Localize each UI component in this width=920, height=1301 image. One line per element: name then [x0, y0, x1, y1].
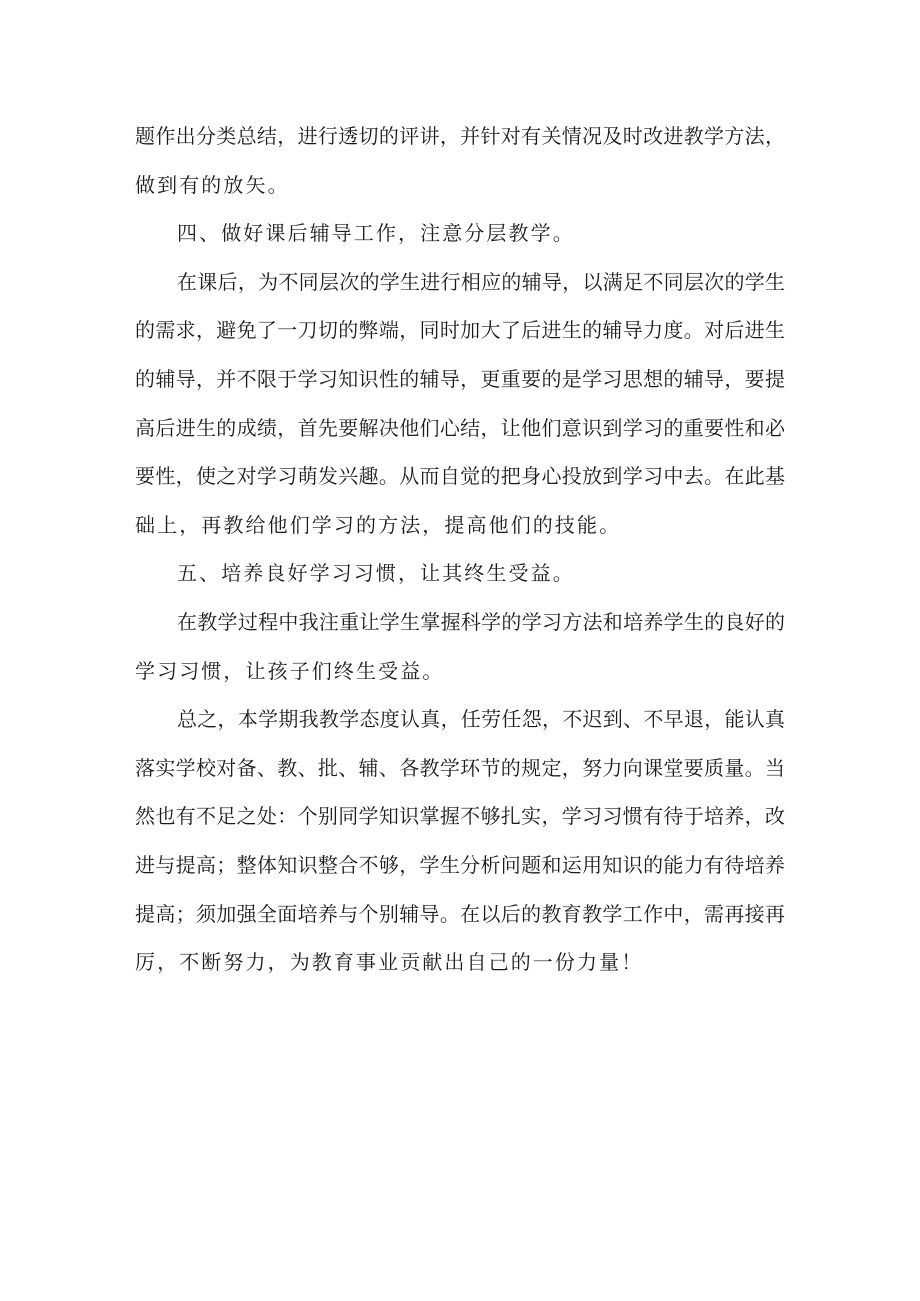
section-heading-5: 五、培养良好学习习惯，让其终生受益。: [177, 561, 575, 586]
text-line: 然也有不足之处：个别同学知识掌握不够扎实，学习习惯有待于培养，改: [135, 804, 785, 829]
text-line: 的需求，避免了一刀切的弊端，同时加大了后进生的辅导力度。对后进生: [135, 318, 785, 343]
text-line: 要性，使之对学习萌发兴趣。从而自觉的把身心投放到学习中去。在此基: [135, 464, 785, 489]
text-line: 落实学校对备、教、批、辅、各教学环节的规定，努力向课堂要质量。当: [135, 755, 785, 780]
text-line: 总之，本学期我教学态度认真，任劳任怨，不迟到、不早退，能认真: [177, 707, 785, 732]
text-line: 提高；须加强全面培养与个别辅导。在以后的教育教学工作中，需再接再: [135, 901, 785, 926]
text-line: 在课后，为不同层次的学生进行相应的辅导，以满足不同层次的学生: [177, 269, 785, 294]
text-line: 础上，再教给他们学习的方法，提高他们的技能。: [135, 512, 622, 537]
text-line: 进与提高；整体知识整合不够，学生分析问题和运用知识的能力有待培养: [135, 852, 785, 877]
text-line: 厉，不断努力，为教育事业贡献出自己的一份力量！: [135, 950, 644, 975]
text-line: 做到有的放矢。: [135, 172, 290, 197]
text-line: 题作出分类总结，进行透切的评讲，并针对有关情况及时改进教学方法，: [135, 124, 785, 148]
text-line: 学习习惯，让孩子们终生受益。: [135, 658, 445, 683]
section-heading-4: 四、做好课后辅导工作，注意分层教学。: [177, 221, 575, 246]
text-line: 高后进生的成绩，首先要解决他们心结，让他们意识到学习的重要性和必: [135, 415, 785, 440]
text-line: 的辅导，并不限于学习知识性的辅导，更重要的是学习思想的辅导，要提: [135, 366, 785, 391]
document-body: [135, 112, 785, 987]
text-line: 在教学过程中我注重让学生掌握科学的学习方法和培养学生的良好的: [177, 609, 785, 634]
